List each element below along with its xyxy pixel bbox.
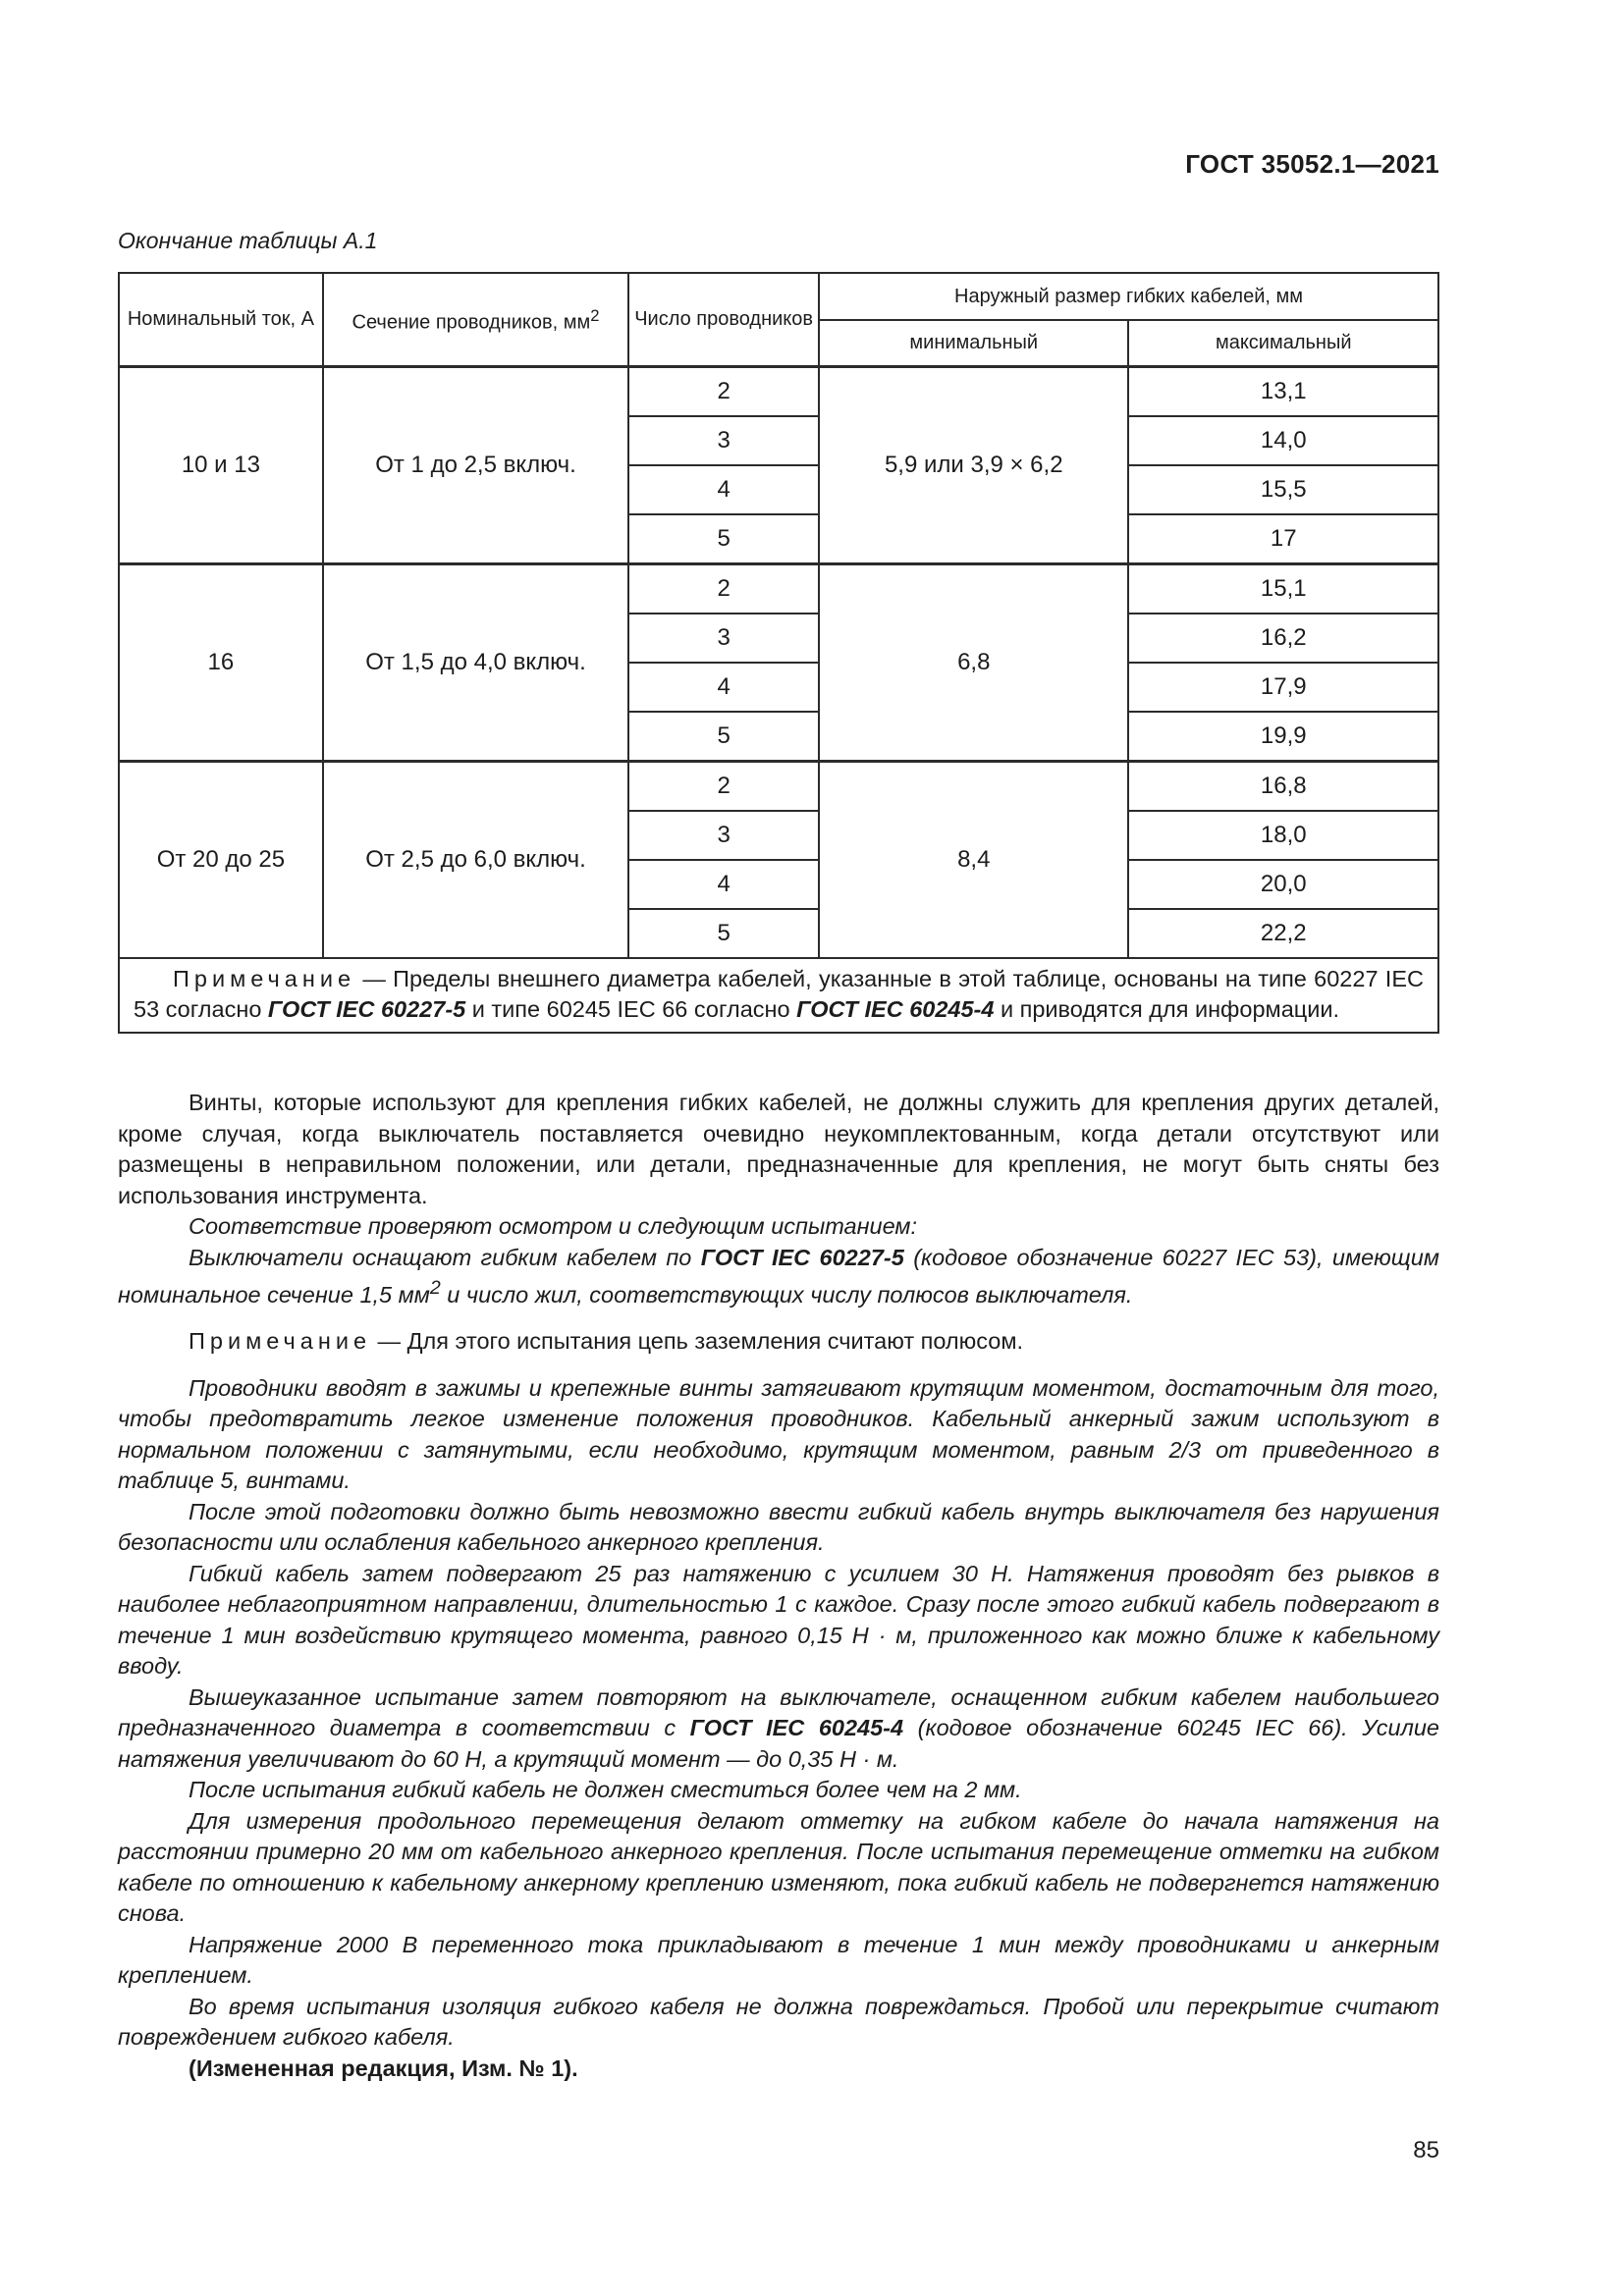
paragraph-preparation: После этой подготовки должно быть невозможно ввести гибкий кабель внутрь выключателя без нарушения безопасности или ослабления кабельного анкерного крепления. xyxy=(118,1498,1439,1556)
cell-count: 4 xyxy=(628,663,819,712)
header-maximal: максимальный xyxy=(1128,320,1438,367)
cell-current: От 20 до 25 xyxy=(119,762,323,959)
p3-text-c: и число жил, соответствующих числу полюсов выключателя. xyxy=(440,1281,1133,1308)
note-text-3: и приводятся для информации. xyxy=(994,996,1340,1022)
cell-section: От 1 до 2,5 включ. xyxy=(323,367,628,564)
p7-ref-gost-60245-4: ГОСТ IEC 60245-4 xyxy=(689,1715,904,1741)
cell-max: 22,2 xyxy=(1128,909,1438,958)
paragraph-repeat-test xyxy=(118,1682,1439,1776)
header-conductor-section-text: Сечение проводников, мм xyxy=(352,311,591,334)
cable-dimensions-table xyxy=(118,272,1439,1034)
cell-count: 2 xyxy=(628,564,819,614)
cell-count: 3 xyxy=(628,416,819,465)
cell-count: 2 xyxy=(628,367,819,417)
cell-max: 13,1 xyxy=(1128,367,1438,417)
page-number: 85 xyxy=(1413,2137,1439,2163)
cell-count: 4 xyxy=(628,465,819,514)
paragraph-switch-cable xyxy=(118,1243,1439,1311)
table-row xyxy=(119,762,1438,812)
body-text xyxy=(118,1088,1439,2084)
note-ref-gost-60227-5: ГОСТ IEC 60227-5 xyxy=(267,996,466,1022)
cell-section: От 1,5 до 4,0 включ. xyxy=(323,564,628,762)
p3-text-b: (кодовое обозначение 60227 IEC 53), имеющим номинальное сечение 1,5 мм xyxy=(118,1244,1439,1308)
cell-count: 5 xyxy=(628,514,819,564)
cell-max: 19,9 xyxy=(1128,712,1438,762)
paragraph-voltage: Напряжение 2000 В переменного тока прикладывают в течение 1 мин между проводниками и анкерным креплением. xyxy=(118,1931,1439,1989)
note-text-1: — Пределы внешнего диаметра кабелей, указанные в этой таблице, основаны на типе 60227 IEC 53 согласно xyxy=(134,966,1424,1022)
p7-text-a: Вышеуказанное испытание затем повторяют на выключателе, оснащенном гибким кабелем наибольшего предназначенного диаметра в соответствии с xyxy=(118,1683,1439,1741)
cell-min: 6,8 xyxy=(819,564,1128,762)
paragraph-displacement: После испытания гибкий кабель не должен сместиться более чем на 2 мм. xyxy=(189,1777,1022,1803)
paragraph-insulation: Во время испытания изоляция гибкого кабеля не должна повреждаться. Пробой или перекрытие считают повреждением гибкого кабеля. xyxy=(118,1993,1439,2051)
cell-count: 3 xyxy=(628,614,819,663)
cell-max: 15,5 xyxy=(1128,465,1438,514)
table-row xyxy=(119,367,1438,417)
paragraph-conductors: Проводники вводят в зажимы и крепежные винты затягивают крутящим моментом, достаточным для того, чтобы предотвратить легкое изменение положения проводников. Кабельный анкерный зажим используют в нормальном положении с затянутыми, если необходимо, крутящим моментом, равным 2/3 от приведенного в таблице 5, винтами. xyxy=(118,1374,1439,1494)
note-text-2: и типе 60245 IEC 66 согласно xyxy=(465,996,797,1022)
note2-label: Примечание xyxy=(189,1328,372,1355)
paragraph-note-earthing xyxy=(118,1326,1439,1358)
header-outer-size: Наружный размер гибких кабелей, мм xyxy=(819,273,1438,320)
p3-sup: 2 xyxy=(429,1277,441,1299)
header-conductor-section-sup: 2 xyxy=(590,306,600,326)
cell-min: 8,4 xyxy=(819,762,1128,959)
paragraph-amendment: (Измененная редакция, Изм. № 1). xyxy=(189,2055,578,2081)
cell-count: 5 xyxy=(628,712,819,762)
cell-max: 16,8 xyxy=(1128,762,1438,812)
p7-text-b: (кодовое обозначение 60245 IEC 66). Усилие натяжения увеличивают до 60 Н, а крутящий момент — до 0,35 Н · м. xyxy=(118,1715,1439,1772)
header-nominal-current: Номинальный ток, А xyxy=(119,273,323,367)
cell-current: 10 и 13 xyxy=(119,367,323,564)
cell-max: 15,1 xyxy=(1128,564,1438,614)
header-conductor-section xyxy=(323,273,628,367)
header-minimal: минимальный xyxy=(819,320,1128,367)
cell-count: 4 xyxy=(628,860,819,909)
p3-ref-gost-60227-5: ГОСТ IEC 60227-5 xyxy=(700,1244,904,1270)
note-ref-gost-60245-4: ГОСТ IEC 60245-4 xyxy=(796,996,995,1022)
note-label: Примечание xyxy=(173,966,356,991)
cell-current: 16 xyxy=(119,564,323,762)
cell-max: 17,9 xyxy=(1128,663,1438,712)
table-note xyxy=(119,958,1438,1033)
table-caption: Окончание таблицы А.1 xyxy=(118,228,378,253)
cell-max: 14,0 xyxy=(1128,416,1438,465)
note2-text: — Для этого испытания цепь заземления считают полюсом. xyxy=(371,1328,1024,1355)
cell-count: 5 xyxy=(628,909,819,958)
document-number: ГОСТ 35052.1—2021 xyxy=(1185,149,1439,179)
table-row xyxy=(119,564,1438,614)
header-conductor-count: Число проводников xyxy=(628,273,819,367)
cell-count: 2 xyxy=(628,762,819,812)
cell-section: От 2,5 до 6,0 включ. xyxy=(323,762,628,959)
cell-max: 18,0 xyxy=(1128,811,1438,860)
paragraph-pull-test: Гибкий кабель затем подвергают 25 раз натяжению с усилием 30 Н. Натяжения проводят без рывков в наиболее неблагоприятном направлении, длительностью 1 с каждое. Сразу после этого гибкий кабель подвергают в течение 1 мин воздействию крутящего момента, равного 0,15 Н · м, приложенного как можно ближе к кабельному вводу. xyxy=(118,1560,1439,1680)
table-note-row xyxy=(119,958,1438,1033)
cell-max: 17 xyxy=(1128,514,1438,564)
cell-min: 5,9 или 3,9 × 6,2 xyxy=(819,367,1128,564)
paragraph-measurement: Для измерения продольного перемещения делают отметку на гибком кабеле до начала натяжения на расстоянии примерно 20 мм от кабельного анкерного крепления. После испытания перемещение отметки на гибком кабеле по отношению к кабельному анкерному креплению изменяют, пока гибкий кабель не подвергнется натяжению снова. xyxy=(118,1807,1439,1927)
cell-count: 3 xyxy=(628,811,819,860)
cell-max: 20,0 xyxy=(1128,860,1438,909)
paragraph-compliance: Соответствие проверяют осмотром и следующим испытанием: xyxy=(189,1213,918,1239)
paragraph-screws: Винты, которые используют для крепления гибких кабелей, не должны служить для крепления других деталей, кроме случая, когда выключатель поставляется очевидно неукомплектованным, когда детали отсутствуют или размещены в неправильном положении, или детали, предназначенные для крепления, не могут быть сняты без использования инструмента. xyxy=(118,1090,1439,1208)
p3-text-a: Выключатели оснащают гибким кабелем по xyxy=(189,1244,701,1270)
cell-max: 16,2 xyxy=(1128,614,1438,663)
